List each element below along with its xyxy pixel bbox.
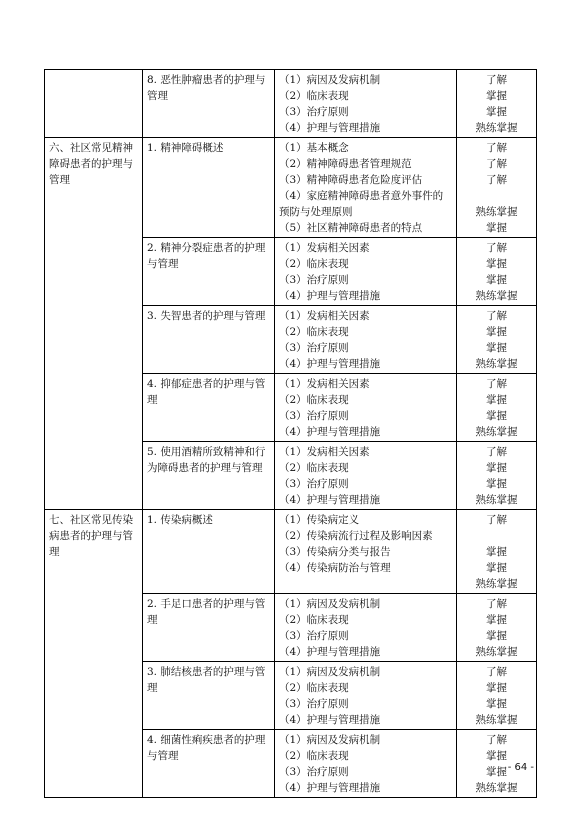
point-item: （2）临床表现 bbox=[279, 326, 349, 338]
point-item: （3）治疗原则 bbox=[279, 630, 349, 642]
topic-cell: 4. 细菌性痢疾患者的护理与管理 bbox=[143, 730, 275, 798]
point-item: （1）发病相关因素 bbox=[279, 378, 370, 390]
point-item: （3）传染病分类与报告 bbox=[279, 546, 391, 558]
point-item: （3）治疗原则 bbox=[279, 274, 349, 286]
level-item: 掌握 bbox=[486, 274, 507, 286]
level-cell bbox=[457, 594, 537, 662]
topic-cell: 8. 恶性肿瘤患者的护理与管理 bbox=[143, 70, 275, 138]
level-item: 掌握 bbox=[486, 326, 507, 338]
level-cell bbox=[457, 510, 537, 594]
level-item: 熟练掌握 bbox=[475, 714, 518, 726]
level-item: 了解 bbox=[486, 446, 507, 458]
level-item: 掌握 bbox=[486, 698, 507, 710]
topic-cell: 3. 肺结核患者的护理与管理 bbox=[143, 662, 275, 730]
topic-cell: 2. 精神分裂症患者的护理与管理 bbox=[143, 238, 275, 306]
level-item: 了解 bbox=[486, 666, 507, 678]
level-item: 掌握 bbox=[486, 222, 507, 234]
unit-cell: 六、社区常见精神障碍患者的护理与管理 bbox=[45, 138, 143, 510]
level-item: 掌握 bbox=[486, 614, 507, 626]
point-item: （4）护理与管理措施 bbox=[279, 122, 381, 134]
points-cell bbox=[275, 442, 457, 510]
points-cell bbox=[275, 238, 457, 306]
topic-cell: 2. 手足口患者的护理与管理 bbox=[143, 594, 275, 662]
point-item: （4）护理与管理措施 bbox=[279, 494, 381, 506]
point-item: （4）护理与管理措施 bbox=[279, 358, 381, 370]
level-item: 掌握 bbox=[486, 478, 507, 490]
level-item: 掌握 bbox=[486, 90, 507, 102]
level-item: 熟练掌握 bbox=[475, 290, 518, 302]
level-item: 了解 bbox=[486, 174, 507, 186]
topic-cell: 4. 抑郁症患者的护理与管理 bbox=[143, 374, 275, 442]
point-item: （3）治疗原则 bbox=[279, 698, 349, 710]
level-item: 掌握 bbox=[486, 562, 507, 574]
level-item: 掌握 bbox=[486, 258, 507, 270]
level-item: 了解 bbox=[486, 142, 507, 154]
level-item: 了解 bbox=[486, 158, 507, 170]
unit-cell bbox=[45, 70, 143, 138]
point-item: （4）护理与管理措施 bbox=[279, 426, 381, 438]
point-item: （1）病因及发病机制 bbox=[279, 666, 381, 678]
point-item: （4）护理与管理措施 bbox=[279, 782, 381, 794]
point-item: （1）发病相关因素 bbox=[279, 242, 370, 254]
point-item: （3）治疗原则 bbox=[279, 410, 349, 422]
point-item: （2）临床表现 bbox=[279, 90, 349, 102]
point-item: （2）临床表现 bbox=[279, 750, 349, 762]
point-item: （2）临床表现 bbox=[279, 394, 349, 406]
level-item: 掌握 bbox=[486, 462, 507, 474]
level-item: 熟练掌握 bbox=[475, 646, 518, 658]
level-item: 掌握 bbox=[486, 546, 507, 558]
point-item: （2）临床表现 bbox=[279, 258, 349, 270]
level-item: 了解 bbox=[486, 242, 507, 254]
level-item: 熟练掌握 bbox=[475, 578, 518, 590]
unit-cell: 七、社区常见传染病患者的护理与管理 bbox=[45, 510, 143, 798]
level-item: 掌握 bbox=[486, 342, 507, 354]
point-item: （3）治疗原则 bbox=[279, 106, 349, 118]
level-cell bbox=[457, 238, 537, 306]
table-row bbox=[45, 138, 537, 238]
point-item: （4）护理与管理措施 bbox=[279, 646, 381, 658]
level-item: 了解 bbox=[486, 74, 507, 86]
point-item: （3）治疗原则 bbox=[279, 342, 349, 354]
syllabus-table bbox=[44, 69, 537, 798]
level-cell bbox=[457, 138, 537, 238]
point-item: （4）传染病防治与管理 bbox=[279, 562, 391, 574]
level-item: 掌握 bbox=[486, 106, 507, 118]
level-item: 熟练掌握 bbox=[475, 426, 518, 438]
level-cell bbox=[457, 662, 537, 730]
point-item: （3）治疗原则 bbox=[279, 478, 349, 490]
level-cell bbox=[457, 442, 537, 510]
level-item: 熟练掌握 bbox=[475, 206, 518, 218]
level-item: 熟练掌握 bbox=[475, 782, 518, 794]
level-item: 掌握 bbox=[486, 410, 507, 422]
point-item: （3）治疗原则 bbox=[279, 766, 349, 778]
point-item: （2）精神障碍患者管理规范 bbox=[279, 158, 412, 170]
point-item: （4）护理与管理措施 bbox=[279, 714, 381, 726]
syllabus-body bbox=[45, 70, 537, 798]
points-cell bbox=[275, 374, 457, 442]
point-item: （4）护理与管理措施 bbox=[279, 290, 381, 302]
points-cell bbox=[275, 510, 457, 594]
point-item: （2）临床表现 bbox=[279, 462, 349, 474]
point-item: （2）临床表现 bbox=[279, 682, 349, 694]
level-cell bbox=[457, 306, 537, 374]
level-item: 掌握 bbox=[486, 394, 507, 406]
table-row bbox=[45, 70, 537, 138]
point-item: （4）家庭精神障碍患者意外事件的预防与处理原则 bbox=[279, 190, 444, 218]
point-item: （1）基本概念 bbox=[279, 142, 349, 154]
page-number: - 64 - bbox=[507, 762, 534, 773]
level-item: 熟练掌握 bbox=[475, 494, 518, 506]
level-item: 了解 bbox=[486, 310, 507, 322]
level-item: 了解 bbox=[486, 378, 507, 390]
point-item: （1）病因及发病机制 bbox=[279, 734, 381, 746]
topic-cell: 3. 失智患者的护理与管理 bbox=[143, 306, 275, 374]
topic-cell: 1. 精神障碍概述 bbox=[143, 138, 275, 238]
level-item: 熟练掌握 bbox=[475, 358, 518, 370]
topic-cell: 1. 传染病概述 bbox=[143, 510, 275, 594]
point-item: （2）临床表现 bbox=[279, 614, 349, 626]
level-item: 掌握 bbox=[486, 682, 507, 694]
level-item: 了解 bbox=[486, 734, 507, 746]
point-item: （1）发病相关因素 bbox=[279, 446, 370, 458]
point-item: （2）传染病流行过程及影响因素 bbox=[279, 530, 433, 542]
points-cell bbox=[275, 662, 457, 730]
points-cell bbox=[275, 730, 457, 798]
level-item: 掌握 bbox=[486, 630, 507, 642]
level-cell bbox=[457, 374, 537, 442]
level-item: 了解 bbox=[486, 514, 507, 526]
level-cell bbox=[457, 70, 537, 138]
point-item: （1）病因及发病机制 bbox=[279, 598, 381, 610]
level-item: 了解 bbox=[486, 598, 507, 610]
point-item: （5）社区精神障碍患者的特点 bbox=[279, 222, 423, 234]
level-item: 掌握 bbox=[486, 766, 507, 778]
point-item: （3）精神障碍患者危险度评估 bbox=[279, 174, 423, 186]
topic-cell: 5. 使用酒精所致精神和行为障碍患者的护理与管理 bbox=[143, 442, 275, 510]
point-item: （1）发病相关因素 bbox=[279, 310, 370, 322]
point-item: （1）传染病定义 bbox=[279, 514, 360, 526]
points-cell bbox=[275, 138, 457, 238]
point-item: （1）病因及发病机制 bbox=[279, 74, 381, 86]
level-item: 熟练掌握 bbox=[475, 122, 518, 134]
points-cell bbox=[275, 306, 457, 374]
points-cell bbox=[275, 594, 457, 662]
table-row bbox=[45, 510, 537, 594]
points-cell bbox=[275, 70, 457, 138]
level-item: 掌握 bbox=[486, 750, 507, 762]
